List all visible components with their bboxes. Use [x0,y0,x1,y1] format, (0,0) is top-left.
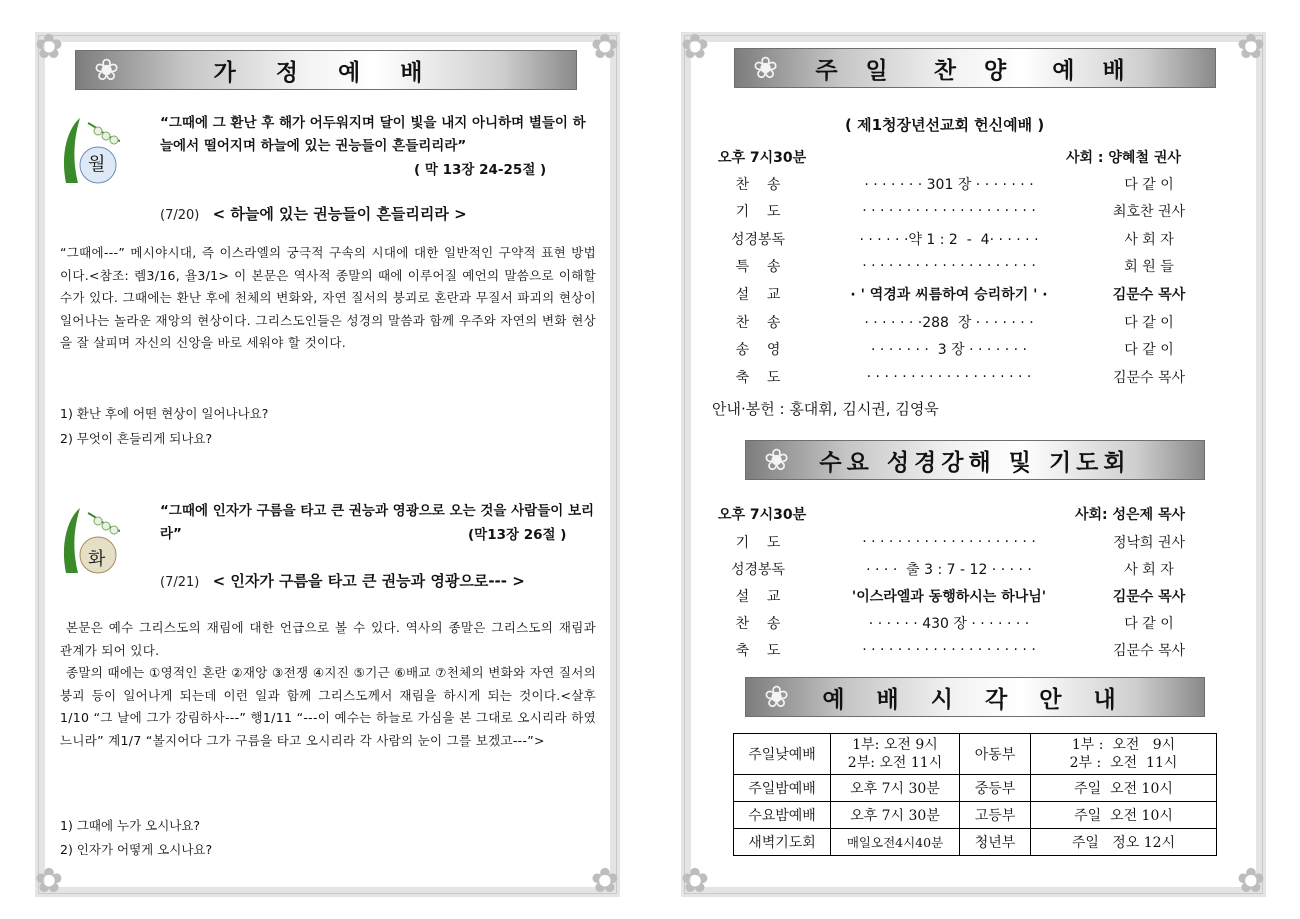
schedule-cell: 새벽기도회 [734,829,831,856]
schedule-cell: 오후 7시 30분 [831,802,960,829]
order-label: 설 교 [735,286,781,303]
order-row [712,609,1204,636]
sunday-worship-banner [734,48,1216,88]
page-title: 가 정 예 배 [213,59,439,86]
corner-flower-icon: ✿ [1236,861,1266,901]
tuesday-verse-ref: (막13장 26절 ) [468,527,567,543]
order-person: 사 회 자 [1124,231,1174,248]
schedule-cell [1031,734,1217,775]
order-detail: · · · · · · · · · · · · · · · · · · · · [862,258,1036,275]
schedule-cell: 중등부 [960,775,1031,802]
corner-flower-icon: ✿ [680,861,710,901]
wednesday-banner [745,440,1205,480]
sunday-leader: 사회 : 양혜철 권사 [1066,150,1181,166]
schedule-cell: 주일 오전 10시 [1031,802,1217,829]
daisy-icon: ❀ [94,53,120,88]
monday-heading-text: < 하늘에 있는 권능들이 흔들리리라 > [212,205,467,223]
order-detail: · ' 역경과 씨름하여 승리하기 ' · [850,286,1048,303]
order-detail: · · · · · · · 3 장 · · · · · · · [871,342,1027,359]
table-row [734,802,1217,829]
order-detail: · · · · · ·약 1 : 2 - 4· · · · · · [859,231,1039,248]
table-row [734,829,1217,856]
order-person: 김문수 목사 [1112,286,1186,303]
order-person: 다 같 이 [1124,176,1174,193]
order-row [712,336,1204,363]
order-person: 최호찬 권사 [1112,204,1186,221]
schedule-cell: 주일낮예배 [734,734,831,775]
tuesday-heading [160,570,525,591]
order-label: 성경봉독 [730,561,786,578]
order-person: 김문수 목사 [1112,588,1186,605]
order-label: 축 도 [735,642,781,659]
order-row [712,363,1204,390]
tuesday-body-1: 본문은 예수 그리스도의 재림에 대한 언급으로 볼 수 있다. 역사의 종말은 그리스도의 재림과 관계가 되어 있다. [60,620,596,658]
daisy-icon: ❀ [753,51,779,86]
order-detail: · · · · · · 430 장 · · · · · · · [868,615,1030,632]
order-row [712,636,1204,663]
order-detail: · · · · 출 3 : 7 - 12 · · · · · [866,561,1032,578]
order-row [712,198,1204,225]
order-detail: '이스라엘과 동행하시는 하나님' [851,588,1047,605]
schedule-cell-line: 1부 : 오전 9시 [1071,737,1176,753]
daisy-icon: ❀ [764,443,790,478]
order-label: 기 도 [735,204,781,221]
order-person: 사 회 자 [1124,561,1174,578]
corner-flower-icon: ✿ [590,861,620,901]
order-row [712,225,1204,252]
order-label: 찬 송 [735,615,781,632]
schedule-cell: 고등부 [960,802,1031,829]
order-label: 찬 송 [735,176,781,193]
order-label: 설 교 [735,588,781,605]
order-person: 김문수 목사 [1112,369,1186,386]
schedule-cell-line: 2부 : 오전 11시 [1069,755,1178,771]
order-row [712,528,1204,555]
order-label: 축 도 [735,369,781,386]
tuesday-lily-icon [58,503,128,585]
order-detail: · · · · · · · · · · · · · · · · · · · · [862,533,1036,550]
worship-schedule-table [733,733,1217,856]
monday-heading [160,203,467,224]
order-detail: · · · · · · · · · · · · · · · · · · · [866,368,1032,385]
monday-day-label: 월 [88,154,106,175]
tuesday-question-1: 1) 그때에 누가 오시나요? [60,818,201,833]
schedule-cell: 청년부 [960,829,1031,856]
order-label: 송 영 [735,342,781,359]
schedule-title: 예 배 시 각 안 내 [822,686,1128,713]
monday-question-1: 1) 환난 후에 어떤 현상이 일어나나요? [60,406,269,421]
order-person: 김문수 목사 [1112,642,1186,659]
order-person: 회 원 들 [1124,259,1174,276]
schedule-banner [745,677,1205,717]
corner-flower-icon: ✿ [680,27,710,67]
order-row [712,308,1204,335]
monday-question-2: 2) 무엇이 흔들리게 되나요? [60,431,213,446]
sunday-time: 오후 7시30분 [718,150,807,166]
order-person: 다 같 이 [1124,615,1174,632]
tuesday-question-2: 2) 인자가 어떻게 오시나요? [60,842,213,857]
tuesday-body-2: 종말의 때에는 ①영적인 혼란 ②재앙 ③전쟁 ④지진 ⑤기근 ⑥배교 ⑦천체의 변화와 자연 질서의 붕괴 등이 일어나게 되는데 이런 일과 함께 그리스도께서 재림을 하시게 되는 것이다.<살후1/10 “그 날에 그가 강림하사---” 행1/11 “---이 예수는 하늘로 가심을 본 그대로 오시리라 하였느니라” 계1/7 “볼지어다 그가 구름을 타고 오시리라 각 사람의 눈이 그를 보겠고---”> [60,665,596,748]
order-label: 기 도 [735,534,781,551]
order-person: 다 같 이 [1124,342,1174,359]
tuesday-date: (7/21) [160,575,200,590]
table-row [734,734,1217,775]
schedule-cell: 아동부 [960,734,1031,775]
sunday-ushers: 안내·봉헌 : 홍대휘, 김시권, 김영욱 [712,400,939,418]
daisy-icon: ❀ [764,680,790,715]
schedule-cell: 주일 오전 10시 [1031,775,1217,802]
schedule-cell [831,734,960,775]
order-label: 특 송 [735,259,781,276]
monday-body: “그때에---” 메시야시대, 즉 이스라엘의 궁극적 구속의 시대에 대한 일반적인 구약적 표현 방법이다.<참조: 렘3/16, 욜3/1> 이 본문은 역사적 종말의 때에 이루어질 예언의 말씀으로 이해할 수가 있다. 그때에는 환난 후에 천체의 변화와, 자연 질서의 붕괴로 혼란과 무질서 파괴의 현상이 일어나는 놀라운 재앙의 현상이다. 그리스도인들은 성경의 말씀과 함께 우주와 자연의 변화 현상을 잘 살피며 자신의 신앙을 바로 세워야 할 것이다. [60,245,596,350]
schedule-cell: 매일오전4시40분 [831,829,960,856]
order-person: 다 같 이 [1124,314,1174,331]
order-row [712,555,1204,582]
order-label: 성경봉독 [730,231,786,248]
corner-flower-icon: ✿ [34,861,64,901]
family-worship-banner [75,50,577,90]
wednesday-leader: 사회: 성은제 목사 [1075,507,1186,523]
order-detail: · · · · · · · 301 장 · · · · · · · [864,176,1034,193]
order-row [712,582,1204,609]
order-label: 찬 송 [735,314,781,331]
corner-flower-icon: ✿ [1236,27,1266,67]
corner-flower-icon: ✿ [34,27,64,67]
schedule-cell: 오후 7시 30분 [831,775,960,802]
tuesday-day-label: 화 [88,549,106,570]
wednesday-time: 오후 7시30분 [718,507,807,523]
schedule-cell: 주일밤예배 [734,775,831,802]
order-detail: · · · · · · ·288 장 · · · · · · · [864,314,1034,331]
order-detail: · · · · · · · · · · · · · · · · · · · · [862,641,1036,658]
corner-flower-icon: ✿ [590,27,620,67]
wednesday-title: 수요 성경강해 및 기도회 [819,449,1131,476]
sunday-subtitle: ( 제1청장년선교회 헌신예배 ) [845,116,1045,134]
sunday-title: 주 일 찬 양 예 배 [815,57,1135,84]
order-row [712,253,1204,280]
order-row [712,170,1204,197]
tuesday-verse: “그때에 인자가 구름을 타고 큰 권능과 영광으로 오는 것을 사람들이 보리라” [160,503,595,542]
schedule-cell-line: 1부: 오전 9시 [852,737,938,753]
table-row [734,775,1217,802]
order-person: 정낙희 권사 [1112,534,1186,551]
tuesday-heading-text: < 인자가 구름을 타고 큰 권능과 영광으로--- > [212,572,525,590]
order-row [712,280,1204,307]
monday-verse-ref: ( 막 13장 24-25절 ) [414,162,547,178]
monday-verse: “그때에 그 환난 후 해가 어두워지며 달이 빛을 내지 아니하며 별들이 하늘에서 떨어지며 하늘에 있는 권능들이 흔들리리라” [160,115,586,154]
monday-date: (7/20) [160,208,200,223]
schedule-cell-line: 2부: 오전 11시 [847,755,943,771]
schedule-cell: 주일 정오 12시 [1031,829,1217,856]
order-detail: · · · · · · · · · · · · · · · · · · · · [862,203,1036,220]
schedule-cell: 수요밤예배 [734,802,831,829]
